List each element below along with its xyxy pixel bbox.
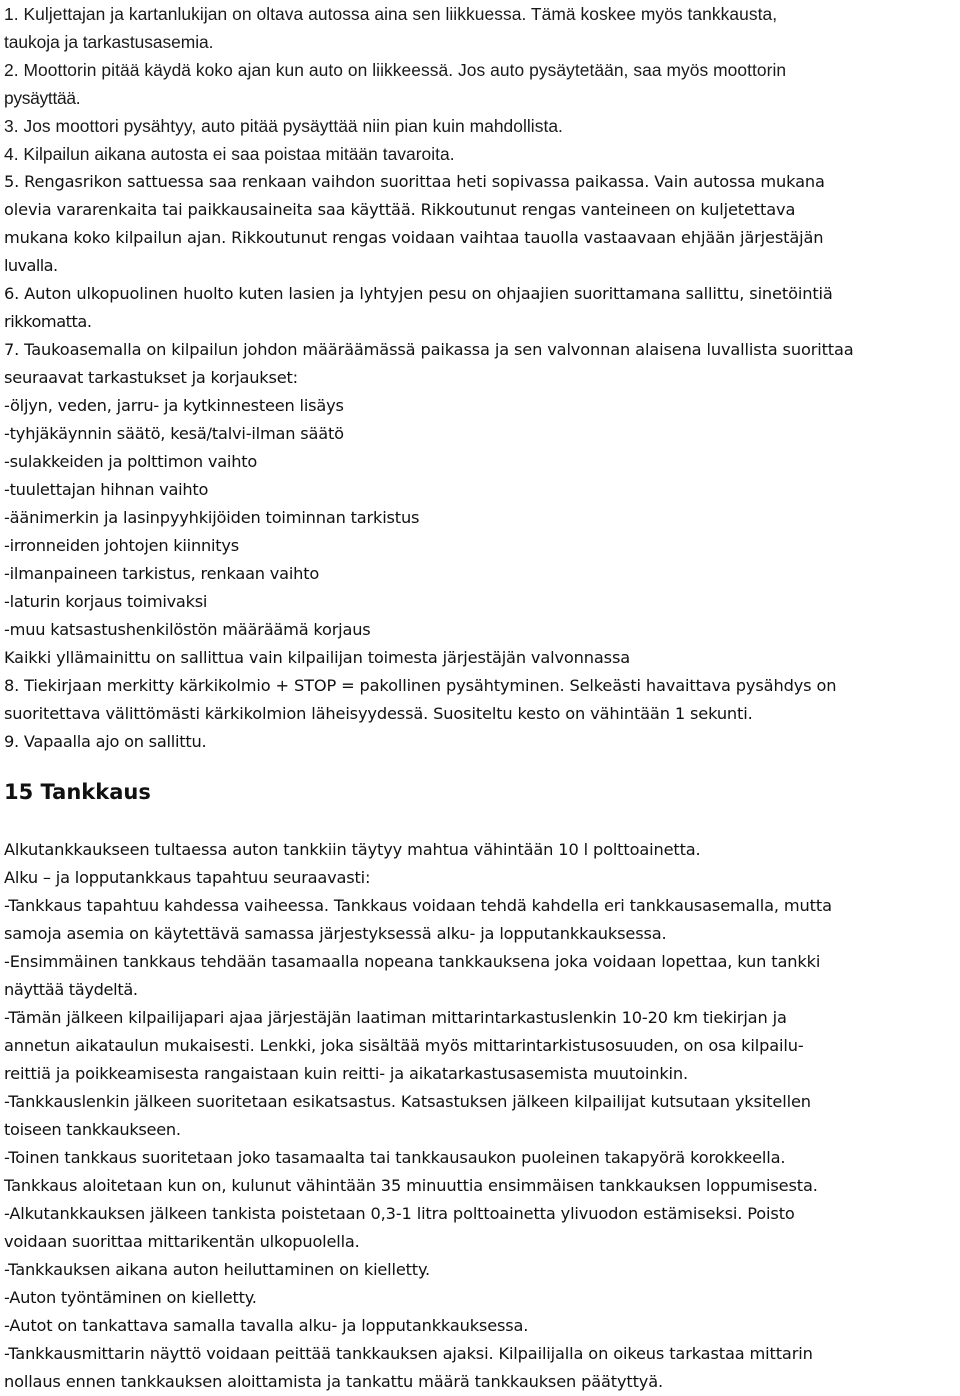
text-line: -Tankkausmittarin näyttö voidaan peittää tankkauksen ajaksi. Kilpailijalla on oikeus tarkastaa mittarin — [4, 1344, 813, 1363]
document-page — [4, 0, 958, 1396]
text-line: mukana koko kilpailun ajan. Rikkoutunut rengas voidaan vaihtaa tauolla vastaavaan ehjään järjestäjän — [4, 228, 824, 247]
text-line: nollaus ennen tankkauksen aloittamista ja tankattu määrä tankkauksen päätyttyä. — [4, 1372, 663, 1391]
text-line: -Tankkauksen aikana auton heiluttaminen on kielletty. — [4, 1260, 431, 1279]
text-line: -Tankkauslenkin jälkeen suoritetaan esikatsastus. Katsastuksen jälkeen kilpailijat kutsutaan yksitellen — [4, 1092, 811, 1111]
text-line: Kaikki yllämainittu on sallittua vain kilpailijan toimesta järjestäjän valvonnassa — [4, 648, 631, 667]
text-line: samoja asemia on käytettävä samassa järjestyksessä alku- ja lopputankkauksessa. — [4, 924, 667, 943]
text-line: annetun aikataulun mukaisesti. Lenkki, joka sisältää myös mittarintarkistusosuuden, on osa kilpailu- — [4, 1036, 804, 1055]
rules-list-continued — [4, 0, 958, 168]
text-line: 2. Moottorin pitää käydä koko ajan kun auto on liikkeessä. Jos auto pysäytetään, saa myös moottorin — [4, 60, 787, 80]
text-line: 5. Rengasrikon sattuessa saa renkaan vaihdon suorittaa heti sopivassa paikassa. Vain autossa mukana — [4, 172, 825, 191]
list-item: -laturin korjaus toimivaksi — [4, 592, 208, 611]
text-line: taukoja ja tarkastusasemia. — [4, 32, 214, 52]
text-line: -Autot on tankattava samalla tavalla alku- ja lopputankkauksessa. — [4, 1316, 529, 1335]
text-line: reittiä ja poikkeamisesta rangaistaan kuin reitti- ja aikatarkastusasemista muutoinkin. — [4, 1064, 689, 1083]
text-line: luvalla. — [4, 256, 58, 275]
text-line: seuraavat tarkastukset ja korjaukset: — [4, 368, 298, 387]
list-item: -äänimerkin ja lasinpyyhkijöiden toiminnan tarkistus — [4, 508, 420, 527]
section-heading: 15 Tankkaus — [4, 780, 151, 804]
text-line: -Alkutankkauksen jälkeen tankista poistetaan 0,3-1 litra polttoainetta ylivuodon estämiseksi. Poisto — [4, 1204, 795, 1223]
list-item: -tuulettajan hihnan vaihto — [4, 480, 209, 499]
text-line: olevia vararenkaita tai paikkausaineita saa käyttää. Rikkoutunut rengas vanteineen on kuljetettava — [4, 200, 796, 219]
text-line: Alkutankkaukseen tultaessa auton tankkiin täytyy mahtua vähintään 10 l polttoainetta. — [4, 840, 701, 859]
text-line: voidaan suorittaa mittarikentän ulkopuolella. — [4, 1232, 360, 1251]
list-item: -sulakkeiden ja polttimon vaihto — [4, 452, 258, 471]
text-line: -Ensimmäinen tankkaus tehdään tasamaalla nopeana tankkauksena joka voidaan lopettaa, kun tankki — [4, 952, 821, 971]
text-line: rikkomatta. — [4, 312, 92, 331]
rules-list — [4, 168, 958, 756]
text-line: 6. Auton ulkopuolinen huolto kuten lasien ja lyhtyjen pesu on ohjaajien suorittamana sallittu, sinetöintiä — [4, 284, 833, 303]
text-line: toiseen tankkaukseen. — [4, 1120, 181, 1139]
list-item: -irronneiden johtojen kiinnitys — [4, 536, 239, 555]
list-item: -ilmanpaineen tarkistus, renkaan vaihto — [4, 564, 320, 583]
text-line: -Toinen tankkaus suoritetaan joko tasamaalta tai tankkausaukon puoleinen takapyörä korokkeella. — [4, 1148, 786, 1167]
list-item: -öljyn, veden, jarru- ja kytkinnesteen lisäys — [4, 396, 344, 415]
list-item: -muu katsastushenkilöstön määräämä korjaus — [4, 620, 371, 639]
text-line: 7. Taukoasemalla on kilpailun johdon määräämässä paikassa ja sen valvonnan alaisena luvallista suorittaa — [4, 340, 854, 359]
text-line: 3. Jos moottori pysähtyy, auto pitää pysäyttää niin pian kuin mahdollista. — [4, 116, 563, 136]
text-line: 4. Kilpailun aikana autosta ei saa poistaa mitään tavaroita. — [4, 144, 455, 164]
text-line: -Tankkaus tapahtuu kahdessa vaiheessa. Tankkaus voidaan tehdä kahdella eri tankkausasemalla, mutta — [4, 896, 832, 915]
section-body — [4, 836, 958, 1396]
text-line: Alku – ja lopputankkaus tapahtuu seuraavasti: — [4, 868, 371, 887]
text-line: -Auton työntäminen on kielletty. — [4, 1288, 257, 1307]
text-line: pysäyttää. — [4, 88, 81, 108]
text-line: 1. Kuljettajan ja kartanlukijan on oltava autossa aina sen liikkuessa. Tämä koskee myös tankkausta, — [4, 4, 778, 24]
text-line: suoritettava välittömästi kärkikolmion läheisyydessä. Suositeltu kesto on vähintään 1 sekunti. — [4, 704, 753, 723]
text-line: -Tämän jälkeen kilpailijapari ajaa järjestäjän laatiman mittarintarkastuslenkin 10-20 km tiekirjan ja — [4, 1008, 787, 1027]
text-line: 9. Vapaalla ajo on sallittu. — [4, 732, 207, 751]
text-line: näyttää täydeltä. — [4, 980, 138, 999]
list-item: -tyhjäkäynnin säätö, kesä/talvi-ilman säätö — [4, 424, 344, 443]
text-line: Tankkaus aloitetaan kun on, kulunut vähintään 35 minuuttia ensimmäisen tankkauksen loppumisesta. — [4, 1176, 818, 1195]
text-line: 8. Tiekirjaan merkitty kärkikolmio + STOP = pakollinen pysähtyminen. Selkeästi havaittava pysähdys on — [4, 676, 837, 695]
